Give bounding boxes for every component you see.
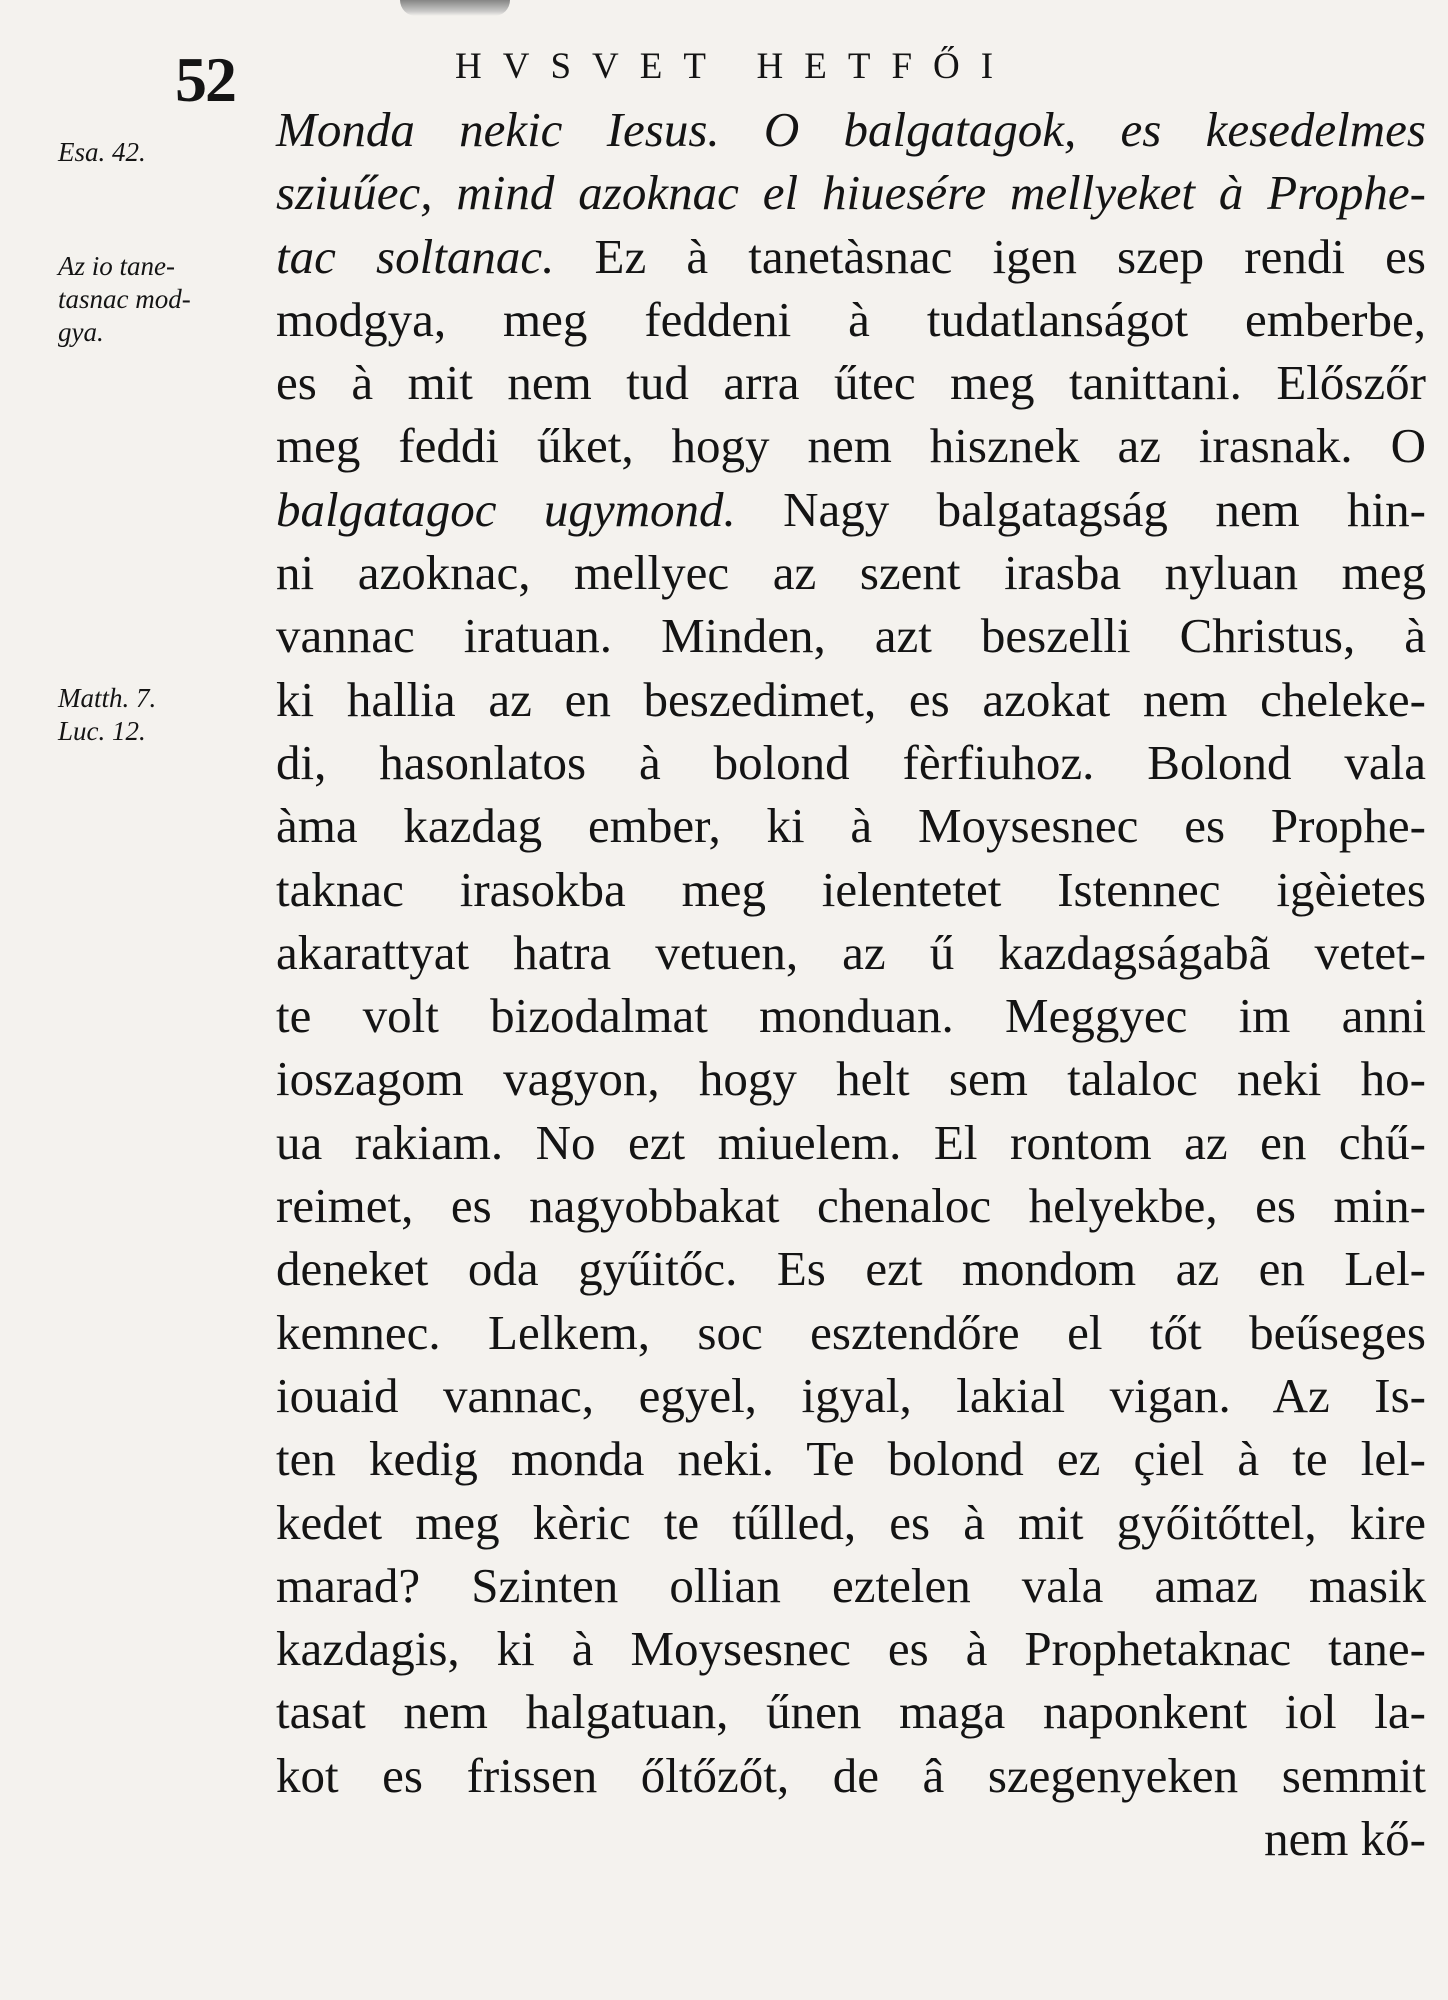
text-line <box>276 541 1426 604</box>
text-line <box>276 414 1426 477</box>
roman-text: ki hallia az en beszedimet, es azokat nem cheleke- <box>276 671 1426 727</box>
roman-text: deneket oda gyűitőc. Es ezt mondom az en Lel- <box>276 1241 1426 1297</box>
margin-note-matth-luc <box>58 682 156 748</box>
scan-smudge <box>400 0 510 16</box>
roman-text: tasat nem halgatuan, űnen maga naponkent iol la- <box>276 1684 1426 1740</box>
text-line <box>276 668 1426 731</box>
text-line <box>276 1237 1426 1300</box>
roman-text: taknac irasokba meg ielentetet Istennec igèietes <box>276 861 1426 917</box>
text-line <box>276 351 1426 414</box>
roman-text: ioszagom vagyon, hogy helt sem talaloc neki ho- <box>276 1051 1426 1107</box>
text-line <box>276 1491 1426 1554</box>
text-line <box>276 731 1426 794</box>
margin-note-esa <box>58 136 146 169</box>
margin-note-line: Esa. 42. <box>58 137 146 167</box>
roman-text: vannac iratuan. Minden, azt beszelli Christus, à <box>276 608 1426 664</box>
text-line <box>276 1047 1426 1110</box>
italic-text: tac soltanac. <box>276 228 595 284</box>
text-line <box>276 478 1426 541</box>
margin-note-line: Az io tane- <box>58 251 175 281</box>
roman-text: Ez à tanetàsnac igen szep rendi es <box>594 228 1426 284</box>
running-head: HVSVET HETFŐI <box>455 46 1015 87</box>
roman-text: ten kedig monda neki. Te bolond ez çiel à te lel- <box>276 1431 1426 1487</box>
margin-note-line: Matth. 7. <box>58 683 157 713</box>
roman-text: kazdagis, ki à Moysesnec es à Prophetaknac tane- <box>276 1621 1426 1677</box>
margin-note-method <box>58 250 191 349</box>
page-number: 52 <box>175 44 235 115</box>
text-line <box>276 1174 1426 1237</box>
roman-text: àma kazdag ember, ki à Moysesnec es Prophe- <box>276 798 1426 854</box>
text-line <box>276 794 1426 857</box>
text-line <box>276 1680 1426 1743</box>
italic-text: sziuűec, mind azoknac el hiuesére mellyeket à Prophe- <box>276 165 1426 221</box>
text-line <box>276 1427 1426 1490</box>
roman-text: kedet meg kèric te tűlled, es à mit győitőttel, kire <box>276 1494 1426 1550</box>
roman-text: te volt bizodalmat monduan. Meggyec im anni <box>276 988 1426 1044</box>
margin-note-line: Luc. 12. <box>58 716 146 746</box>
text-line <box>276 604 1426 667</box>
text-line <box>276 225 1426 288</box>
roman-text: marad? Szinten ollian eztelen vala amaz masik <box>276 1557 1426 1613</box>
body-text <box>276 98 1426 1870</box>
text-line <box>276 1807 1426 1870</box>
text-line <box>276 858 1426 921</box>
margin-note-line: gya. <box>58 317 104 347</box>
roman-text: kot es frissen őltőzőt, de â szegenyeken semmit <box>276 1747 1426 1803</box>
italic-text: balgatagoc ugymond. <box>276 481 784 537</box>
text-line <box>276 1744 1426 1807</box>
roman-text: iouaid vannac, egyel, igyal, lakial vigan. Az Is- <box>276 1367 1426 1423</box>
text-line <box>276 1364 1426 1427</box>
roman-text: es à mit nem tud arra űtec meg tanittani. Előszőr <box>276 355 1426 411</box>
text-line <box>276 1617 1426 1680</box>
text-line <box>276 921 1426 984</box>
text-line <box>276 161 1426 224</box>
text-line <box>276 1111 1426 1174</box>
roman-text: ua rakiam. No ezt miuelem. El rontom az en chű- <box>276 1114 1426 1170</box>
roman-text: nem kő- <box>1264 1811 1426 1867</box>
roman-text: di, hasonlatos à bolond fèrfiuhoz. Bolond vala <box>276 734 1426 790</box>
text-line <box>276 98 1426 161</box>
roman-text: ni azoknac, mellyec az szent irasba nyluan meg <box>276 545 1426 601</box>
text-line <box>276 288 1426 351</box>
text-line <box>276 984 1426 1047</box>
roman-text: kemnec. Lelkem, soc esztendőre el tőt beűseges <box>276 1304 1426 1360</box>
margin-note-line: tasnac mod- <box>58 284 191 314</box>
roman-text: reimet, es nagyobbakat chenaloc helyekbe, es min- <box>276 1178 1426 1234</box>
italic-text: Monda nekic Iesus. O balgatagok, es kesedelmes <box>276 102 1426 157</box>
text-line <box>276 1554 1426 1617</box>
roman-text: meg feddi űket, hogy nem hisznek az irasnak. O <box>276 418 1426 474</box>
roman-text: akarattyat hatra vetuen, az ű kazdagságabã vetet- <box>276 924 1426 980</box>
text-line <box>276 1301 1426 1364</box>
roman-text: Nagy balgatagság nem hin- <box>783 481 1426 537</box>
roman-text: modgya, meg feddeni à tudatlanságot emberbe, <box>276 291 1426 347</box>
